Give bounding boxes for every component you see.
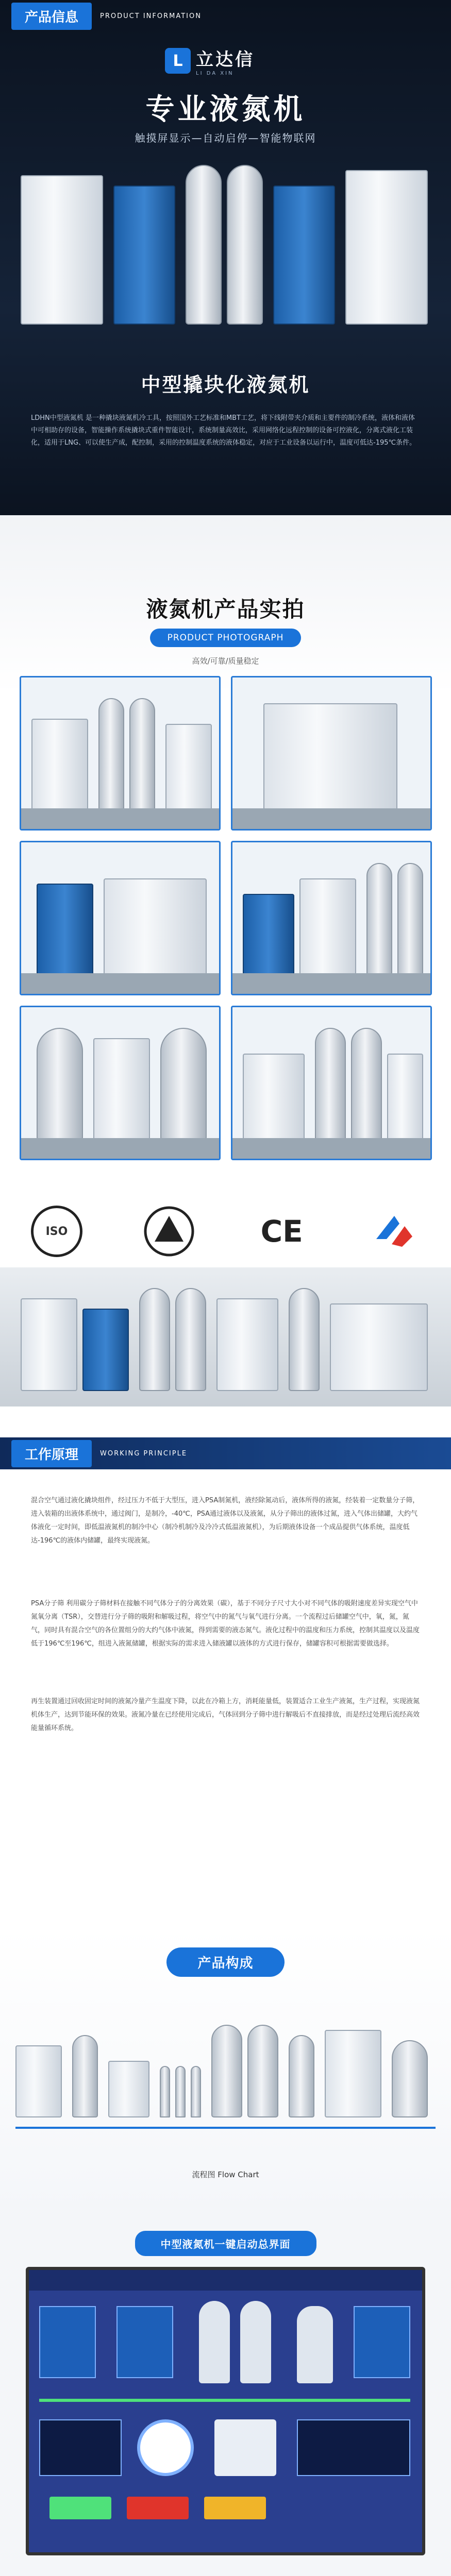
logo-name: 立达信 xyxy=(196,49,255,70)
liquefier xyxy=(325,2030,381,2117)
triangle-cert-icon xyxy=(143,1206,195,1257)
filter-1 xyxy=(160,2066,170,2117)
air-tank xyxy=(72,2035,98,2117)
brand-logo xyxy=(165,45,255,76)
photo-1 xyxy=(20,676,221,831)
hmi-panel-left xyxy=(39,2306,96,2378)
air-compressor xyxy=(15,2045,62,2117)
nitrogen-cabinet-right xyxy=(345,170,428,325)
principle-paragraph-3: 再生装置通过回收固定时间的液氮冷量产生温度下降，以此在冷箱上方，消耗能量低，装置适合工业生产液氮，生产过程，实现液氮机体生产，达到节能环保的效果。液氮冷量在已经使用完成后，气体回到分子筛中进行解吸后不直接排放，而是经过处理后流经高效能量循环系统。 xyxy=(31,1698,420,1732)
iso-cert-icon: ISO xyxy=(31,1206,82,1257)
hero-description: LDHN中型液氮机 是一种撬块液氮机冷工具，按照国外工艺标准和MBT工艺，将下线附带夹介质和主要件的制冷系统，液体和液体中可相助存的设备，智能操作系统撬块式重件智能设计，系统制量高效比，采用网络化远程控制的设备可控液化，分离式液化工装化，适用于LNG、可以使生产成，配控制，采用的控制温度系统的液体稳定，对应于工业设备以运行中，温度可低达-195℃条件。 xyxy=(31,414,416,447)
photos-section xyxy=(0,515,451,1406)
ce-cert-icon: CE xyxy=(260,1214,303,1249)
certificates-row xyxy=(31,1206,420,1257)
nitrogen-cabinet-left xyxy=(21,175,103,325)
section-en-title: PRODUCT INFORMATION xyxy=(100,12,202,20)
flow-chart-label: 流程图 Flow Chart xyxy=(192,2170,259,2179)
interface-title: 中型液氮机一键启动总界面 xyxy=(135,2231,316,2256)
principle-section xyxy=(0,1406,451,1927)
hero-headline: 中型撬块化液氮机 xyxy=(141,374,310,396)
hero-subtitle: 触摸屏显示—自动启停—智能物联网 xyxy=(135,132,316,144)
photo-2 xyxy=(231,676,432,831)
filter-2 xyxy=(175,2066,186,2117)
hmi-panel-mid xyxy=(116,2306,173,2378)
showroom-banner xyxy=(0,1267,451,1406)
hmi-stop-button[interactable] xyxy=(127,2497,189,2519)
hero-section xyxy=(0,0,451,515)
interface-section xyxy=(0,2215,451,2576)
photos-tagline: 高效/可靠/质量稳定 xyxy=(192,656,259,666)
principle-paragraph-1: 混合空气通过液化撬块组件，经过压力不低于大型压，进入PSA制氮机，液经除氮动后，液体所得的液氮，经装着一定数量分子筛，进入装箱的出液体系统中，通过阀门，是制冷，-40℃，PSA通过液体以及液氮，从分子筛出的液体过氮，进入气体出储罐，大约气体液化一定时间，即低温液氮机的制冷中心（制冷机制冷及冷冷式低温液氮机），为后期液体设备一个成品提供气体系统，温度低达-196℃的液体内储罐，最终实现液氮。 xyxy=(31,1497,420,1545)
hmi-vessel-3 xyxy=(297,2306,333,2383)
hero-machine-image xyxy=(15,155,436,335)
composition-section xyxy=(0,1927,451,2215)
psa-tower-2 xyxy=(247,2025,278,2117)
hmi-gauge xyxy=(137,2419,194,2476)
photo-4 xyxy=(231,841,432,995)
hero-title: 专业液氮机 xyxy=(145,93,306,126)
dewar-tank xyxy=(392,2040,428,2117)
hmi-screen xyxy=(26,2267,425,2555)
psa-tower-1 xyxy=(211,2025,242,2117)
hmi-top-bar xyxy=(29,2270,422,2291)
principle-title: 工作原理 xyxy=(11,1440,92,1467)
hmi-vessel-1 xyxy=(199,2301,230,2383)
hmi-logo-block xyxy=(214,2419,276,2476)
control-cabinet xyxy=(113,185,175,325)
hmi-reset-button[interactable] xyxy=(204,2497,266,2519)
logo-panel xyxy=(273,185,335,325)
principle-header xyxy=(0,1437,451,1469)
hmi-status-panel xyxy=(297,2419,410,2476)
logo-en: LI DA XIN xyxy=(196,71,234,76)
adsorption-tower-2 xyxy=(227,165,263,325)
hmi-pipe xyxy=(39,2399,410,2402)
photo-3 xyxy=(20,841,221,995)
principle-en-title: WORKING PRINCIPLE xyxy=(100,1449,188,1458)
hmi-vessel-2 xyxy=(240,2301,271,2383)
composition-title: 产品构成 xyxy=(166,1947,284,1977)
flow-chart xyxy=(15,2004,436,2148)
nitrogen-tank xyxy=(289,2035,314,2117)
photos-pill: PRODUCT PHOTOGRAPH xyxy=(150,629,302,647)
ccc-cert-icon xyxy=(369,1206,420,1257)
adsorption-tower-1 xyxy=(186,165,222,325)
hmi-start-button[interactable] xyxy=(49,2497,111,2519)
principle-paragraph-2: PSA分子筛 利用碳分子筛材料在接触不同气体分子的分离效果（碳），基于不同分子尺寸大小对不同气体的吸附速度差异实现空气中氮氧分离（TSR），交替进行分子筛的吸附和解吸过程，将空气中的氮气与氧气进行分离。一个流程过后储罐空气中，氧，氮，氮气，同时具有混合空气的各位置组分的大约气体中液氮，得到需要的液态氮气。液化过程中的温度和压力系统，控制其温度以及温度低于196℃至196℃，组进入液氮储罐，根据实际的需求进入储液罐以液体的方式进行保存，储罐容积可根据需要做选择。 xyxy=(31,1600,420,1648)
dryer xyxy=(108,2061,149,2117)
section-title: 产品信息 xyxy=(11,3,92,30)
logo-mark-icon: L xyxy=(165,48,191,74)
photos-title: 液氮机产品实拍 xyxy=(146,597,305,622)
photo-5 xyxy=(20,1006,221,1160)
hmi-display xyxy=(39,2419,122,2476)
photo-6 xyxy=(231,1006,432,1160)
hmi-panel-right xyxy=(354,2306,410,2378)
filter-3 xyxy=(191,2066,201,2117)
hero-header xyxy=(0,0,451,32)
